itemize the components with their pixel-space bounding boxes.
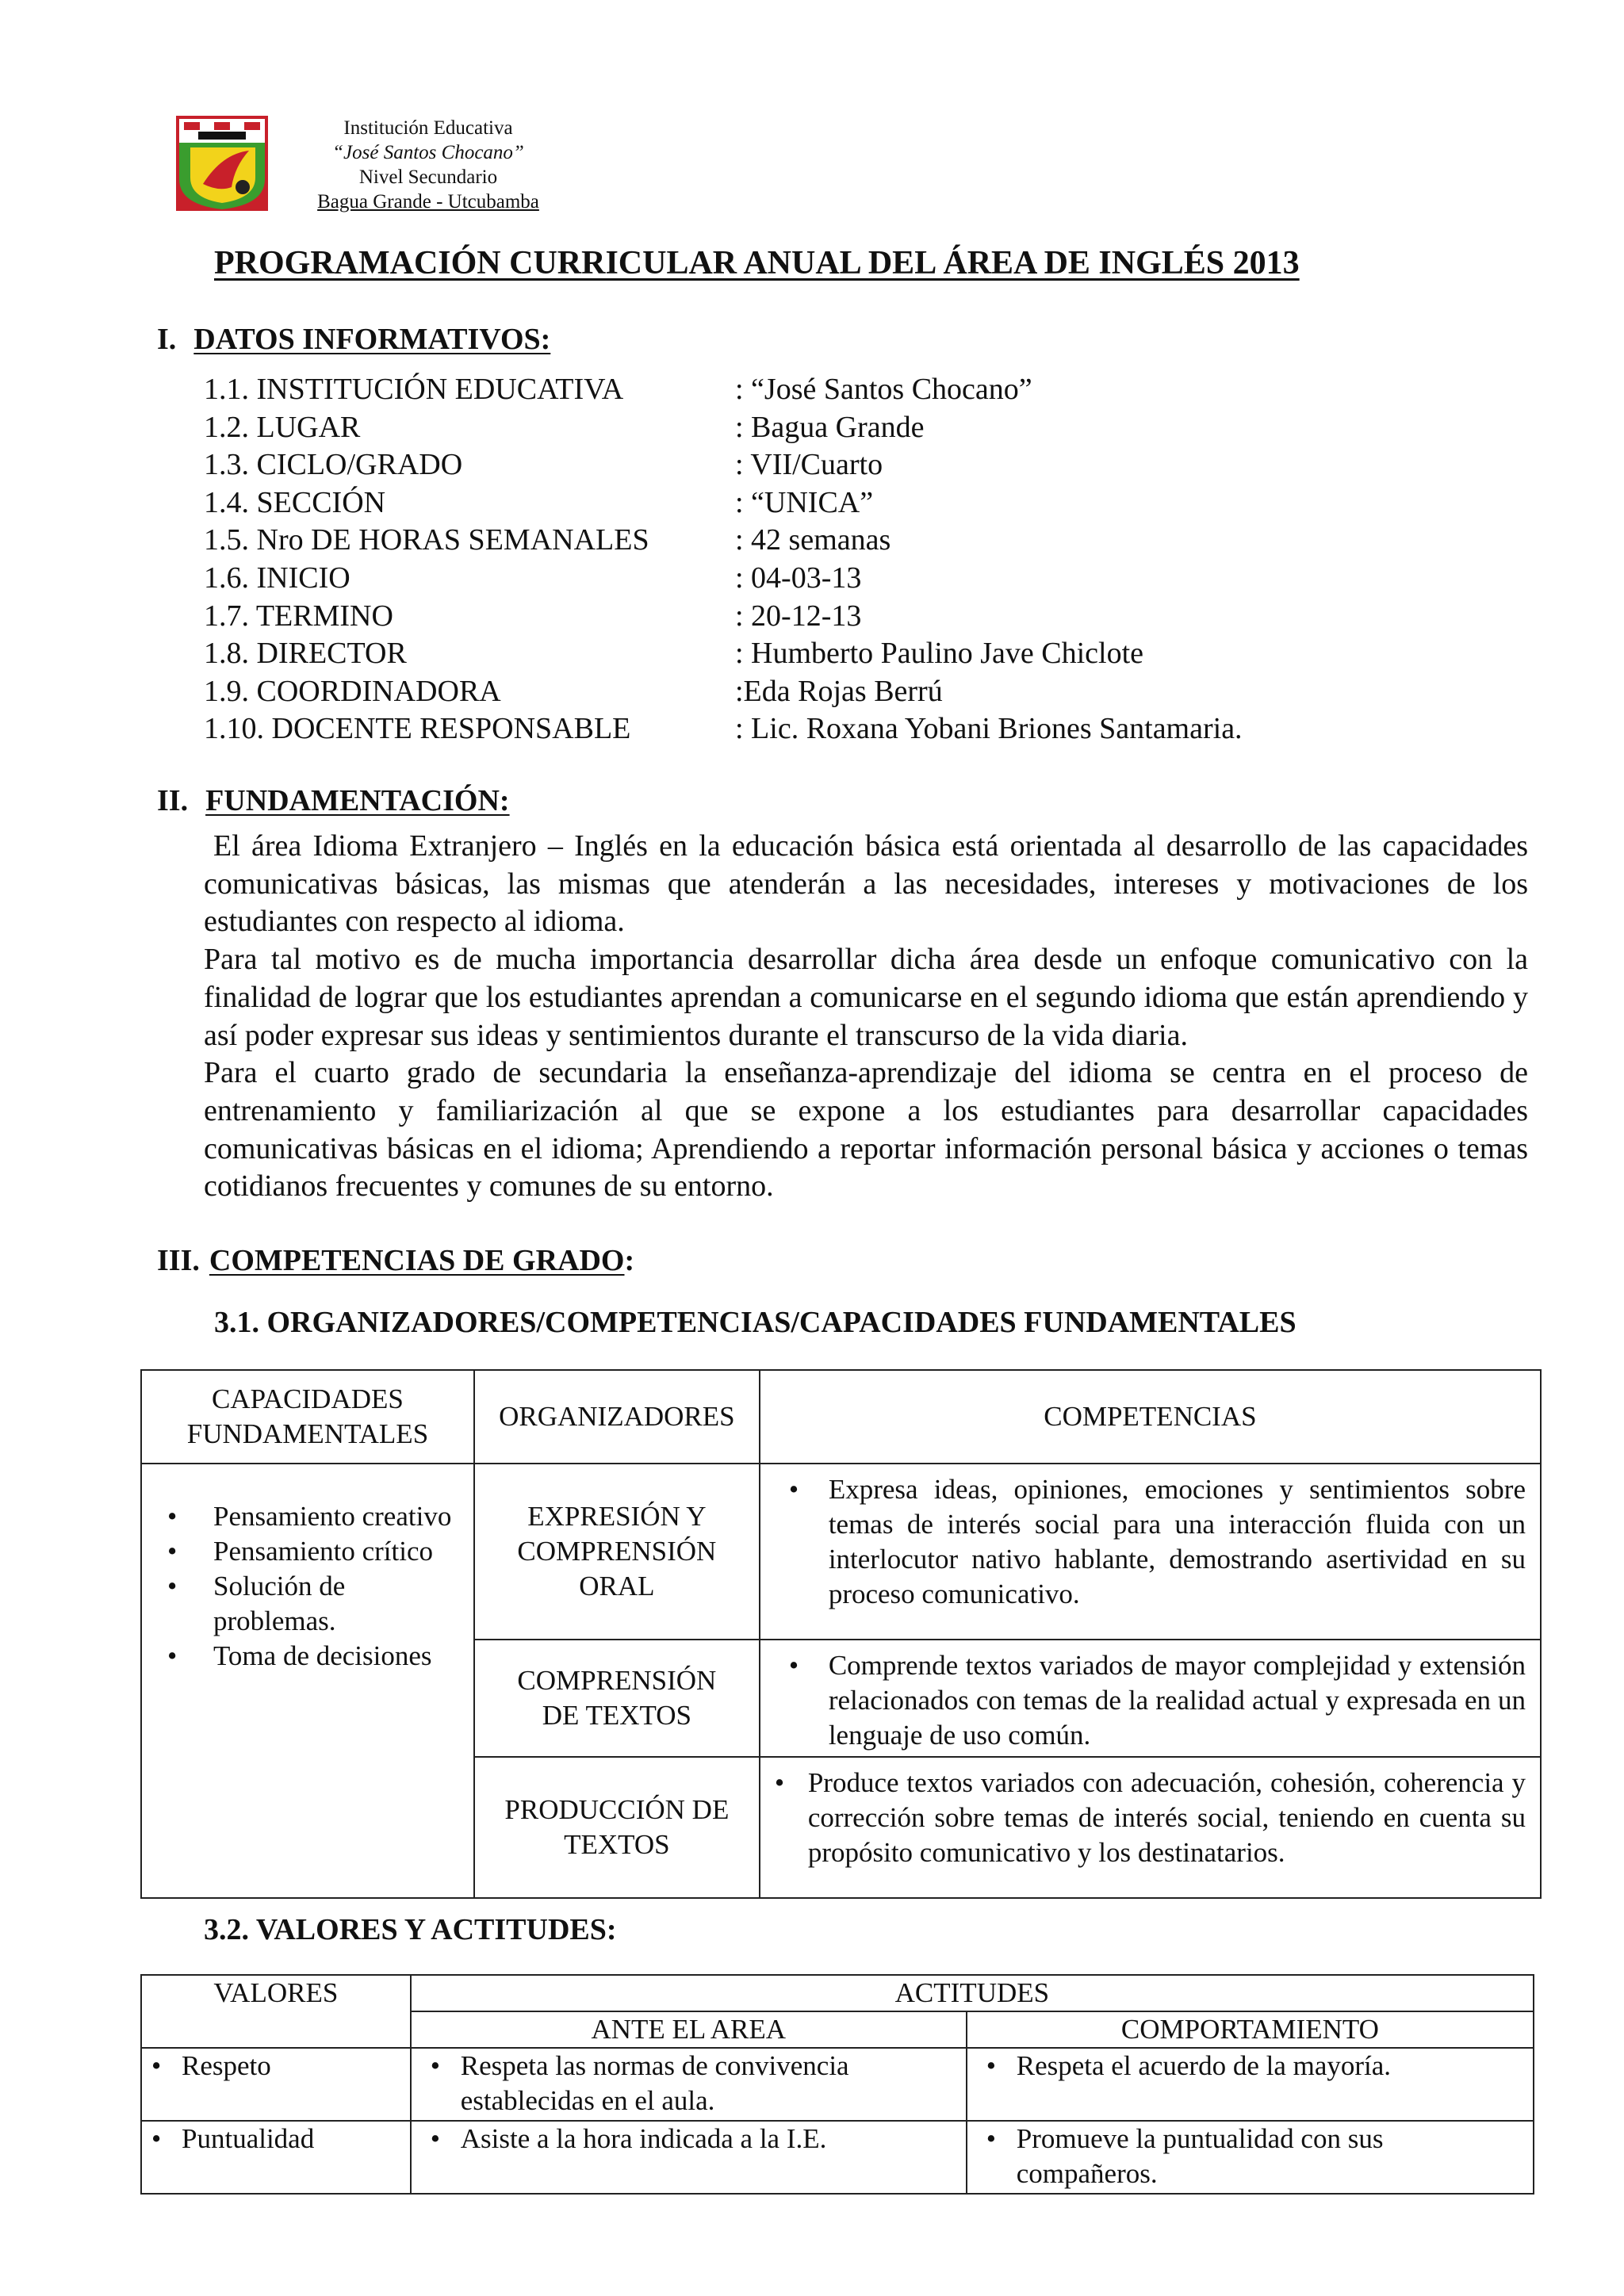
capacidades-list bbox=[150, 1499, 465, 1674]
competencia-cell bbox=[760, 1464, 1541, 1640]
section-number: III. bbox=[157, 1244, 200, 1277]
competencia-cell bbox=[760, 1757, 1541, 1898]
list-item: • Solución de problemas. bbox=[150, 1569, 465, 1639]
datos-label: 1.7. TERMINO bbox=[204, 599, 393, 633]
valores-actitudes-table bbox=[140, 1974, 1534, 2195]
valor-cell bbox=[141, 2121, 411, 2194]
datos-label: 1.6. INICIO bbox=[204, 561, 350, 595]
datos-label: 1.5. Nro DE HORAS SEMANALES bbox=[204, 523, 649, 557]
institution-header bbox=[293, 116, 563, 214]
datos-label: 1.4. SECCIÓN bbox=[204, 485, 386, 519]
datos-label: 1.8. DIRECTOR bbox=[204, 637, 407, 671]
institution-name: “José Santos Chocano” bbox=[332, 142, 524, 163]
datos-value: : 04-03-13 bbox=[735, 561, 862, 595]
list-item: • Promueve la puntualidad con sus compañeros. bbox=[975, 2122, 1525, 2191]
section-title: FUNDAMENTACIÓN: bbox=[205, 784, 510, 817]
datos-value: : Bagua Grande bbox=[735, 410, 925, 444]
list-item: • Puntualidad bbox=[150, 2122, 402, 2156]
area-cell bbox=[411, 2121, 967, 2194]
section-title: DATOS INFORMATIVOS: bbox=[193, 323, 551, 356]
section-title-colon: : bbox=[624, 1244, 635, 1277]
datos-value: : “José Santos Chocano” bbox=[735, 373, 1032, 406]
capacidades-cell bbox=[141, 1464, 474, 1898]
list-item: • Asiste a la hora indicada a la I.E. bbox=[419, 2122, 958, 2156]
datos-label: 1.2. LUGAR bbox=[204, 410, 361, 444]
section-2-heading bbox=[157, 783, 510, 818]
column-header: CAPACIDADES FUNDAMENTALES bbox=[141, 1370, 474, 1464]
column-header: VALORES bbox=[141, 1975, 411, 2048]
column-header: ORGANIZADORES bbox=[474, 1370, 760, 1464]
section-number: I. bbox=[157, 323, 177, 356]
column-header: ACTITUDES bbox=[411, 1975, 1534, 2011]
column-header: ANTE EL AREA bbox=[411, 2011, 967, 2048]
competencias-table bbox=[140, 1369, 1542, 1899]
list-item: • Pensamiento creativo bbox=[150, 1499, 465, 1534]
list-item: • Respeta el acuerdo de la mayoría. bbox=[975, 2049, 1525, 2084]
comportamiento-cell bbox=[967, 2048, 1534, 2121]
list-item: • Expresa ideas, opiniones, emociones y sentimientos sobre temas de interés social para una interacción fluida con un interlocutor nativo hablante, demostrando asertividad en su proceso comunicativo. bbox=[781, 1472, 1526, 1612]
subsection-3-2-title: 3.2. VALORES Y ACTITUDES: bbox=[204, 1913, 617, 1946]
list-item: • Respeta las normas de convivencia establecidas en el aula. bbox=[419, 2049, 958, 2118]
area-cell bbox=[411, 2048, 967, 2121]
datos-label: 1.9. COORDINADORA bbox=[204, 674, 501, 708]
subsection-3-1-title: 3.1. ORGANIZADORES/COMPETENCIAS/CAPACIDADES FUNDAMENTALES bbox=[214, 1306, 1297, 1339]
datos-value: : VII/Cuarto bbox=[735, 448, 883, 482]
datos-label: 1.3. CICLO/GRADO bbox=[204, 448, 463, 482]
organizador-cell: EXPRESIÓN Y COMPRENSIÓN ORAL bbox=[474, 1464, 760, 1640]
datos-value: : 42 semanas bbox=[735, 523, 891, 557]
section-3-heading bbox=[157, 1243, 634, 1278]
datos-value: : Humberto Paulino Jave Chiclote bbox=[735, 637, 1144, 671]
fundamentacion-text bbox=[204, 828, 1528, 1206]
table-header-row bbox=[141, 1370, 1541, 1464]
section-number: II. bbox=[157, 784, 189, 817]
datos-value: : Lic. Roxana Yobani Briones Santamaria. bbox=[735, 712, 1243, 746]
datos-label: 1.1. INSTITUCIÓN EDUCATIVA bbox=[204, 373, 624, 406]
competencia-cell bbox=[760, 1640, 1541, 1757]
institution-line: Institución Educativa bbox=[343, 117, 513, 139]
table-row bbox=[141, 1464, 1541, 1640]
table-row bbox=[141, 2048, 1534, 2121]
datos-value: : “UNICA” bbox=[735, 485, 874, 519]
datos-value: : 20-12-13 bbox=[735, 599, 862, 633]
column-header: COMPETENCIAS bbox=[760, 1370, 1541, 1464]
list-item: • Produce textos variados con adecuación, cohesión, coherencia y corrección sobre temas de interés social, teniendo en cuenta su propósito comunicativo y los destinatarios. bbox=[767, 1766, 1526, 1870]
section-title: COMPETENCIAS DE GRADO bbox=[209, 1244, 625, 1277]
datos-label: 1.10. DOCENTE RESPONSABLE bbox=[204, 712, 631, 746]
paragraph: Para tal motivo es de mucha importancia desarrollar dicha área desde un enfoque comunicativo con la finalidad de lograr que los estudiantes aprendan a comunicarse en el segundo idioma que están aprendiendo y así poder expresar sus ideas y sentimientos durante el transcurso de la vida diaria. bbox=[204, 943, 1528, 1052]
institution-location: Bagua Grande - Utcubamba bbox=[317, 191, 539, 212]
paragraph: El área Idioma Extranjero – Inglés en la educación básica está orientada al desarrollo de las capacidades comunicativas básicas, las mismas que atenderán a las necesidades, intereses y motivaciones de los estudiantes con respecto al idioma. bbox=[204, 829, 1528, 939]
institution-level: Nivel Secundario bbox=[358, 166, 498, 188]
comportamiento-cell bbox=[967, 2121, 1534, 2194]
list-item: • Respeto bbox=[150, 2049, 402, 2084]
section-1-heading bbox=[157, 322, 550, 357]
list-item: • Toma de decisiones bbox=[150, 1639, 465, 1674]
list-item: • Pensamiento crítico bbox=[150, 1534, 465, 1569]
list-item: • Comprende textos variados de mayor complejidad y extensión relacionados con temas de la realidad actual y expresada en un lenguaje de uso común. bbox=[781, 1648, 1526, 1753]
organizador-cell: PRODUCCIÓN DE TEXTOS bbox=[474, 1757, 760, 1898]
page-title: PROGRAMACIÓN CURRICULAR ANUAL DEL ÁREA DE INGLÉS 2013 bbox=[214, 245, 1300, 281]
table-header-row bbox=[141, 1975, 1534, 2011]
organizador-cell: COMPRENSIÓN DE TEXTOS bbox=[474, 1640, 760, 1757]
column-header: COMPORTAMIENTO bbox=[967, 2011, 1534, 2048]
table-row bbox=[141, 2121, 1534, 2194]
school-logo bbox=[176, 116, 268, 211]
valor-cell bbox=[141, 2048, 411, 2121]
datos-value: :Eda Rojas Berrú bbox=[735, 674, 943, 708]
paragraph: Para el cuarto grado de secundaria la enseñanza-aprendizaje del idioma se centra en el proceso de entrenamiento y familiarización al que se expone a los estudiantes para desarrollar capacidades comunicativas básicas en el idioma; Aprendiendo a reportar información personal básica y acciones o temas cotidianos frecuentes y comunes de su entorno. bbox=[204, 1056, 1528, 1203]
